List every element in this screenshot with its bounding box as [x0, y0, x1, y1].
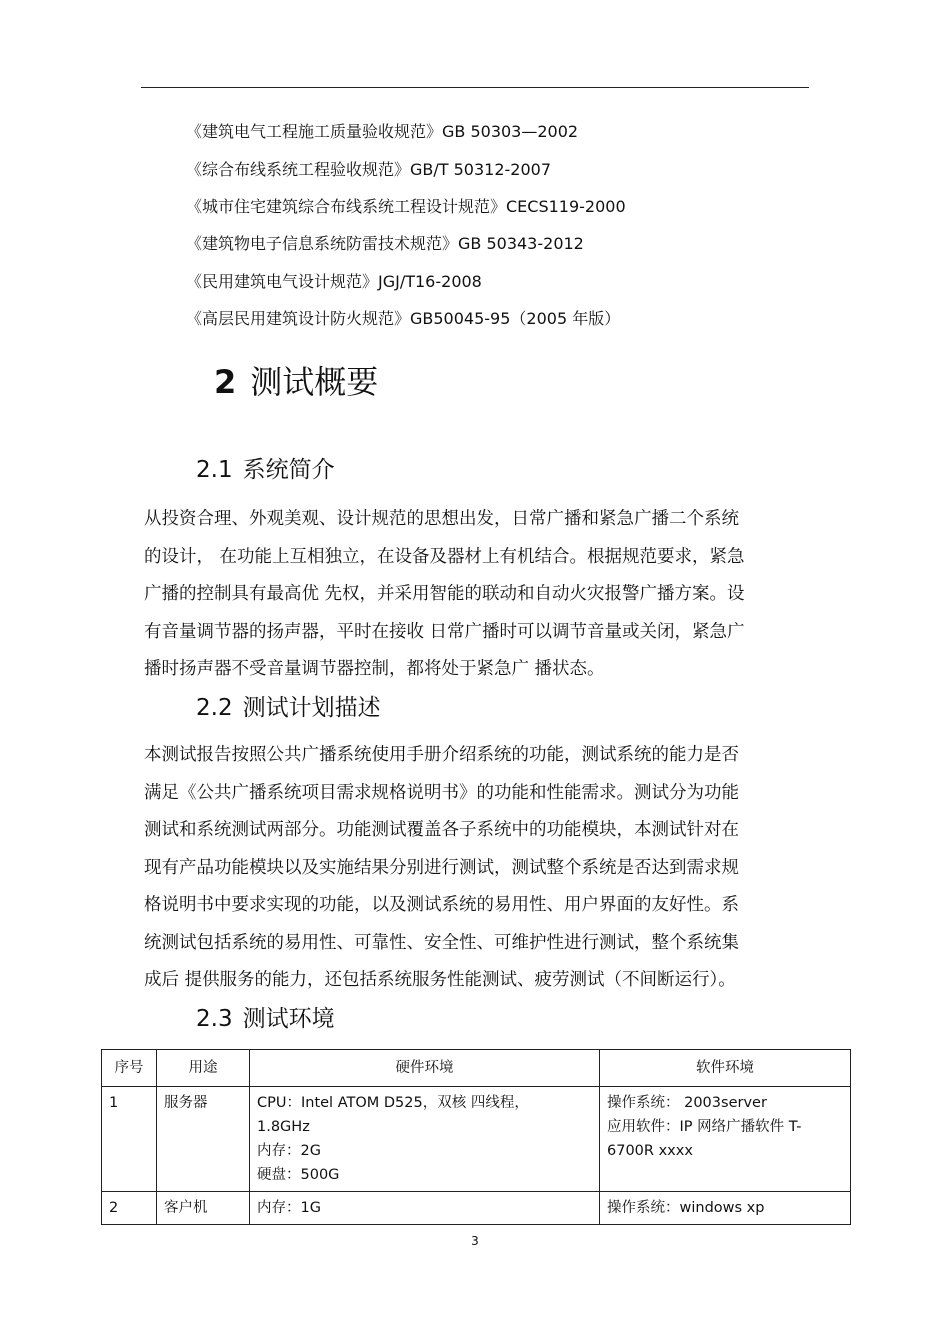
section-title: 测试概要 [250, 363, 379, 401]
paragraph-line: 统测试包括系统的易用性、可靠性、安全性、可维护性进行测试，整个系统集 [144, 932, 739, 953]
cell-line: CPU：Intel ATOM D525，双核 四线程， [257, 1095, 529, 1111]
section-number: 2.1 [196, 457, 233, 483]
page-number: 3 [471, 1234, 479, 1248]
test-environment-table [101, 1049, 851, 1225]
paragraph-line: 测试和系统测试两部分。功能测试覆盖各子系统中的功能模块，本测试针对在 [144, 820, 739, 840]
section-number: 2.2 [196, 695, 233, 721]
paragraph-line: 广播的控制具有最高优 先权，并采用智能的联动和自动火灾报警广播方案。设 [144, 584, 745, 604]
section-heading-2 [214, 360, 378, 404]
test-plan-paragraph [144, 737, 809, 1000]
section-title: 系统简介 [242, 457, 335, 483]
header-cell-use: 用途 [157, 1050, 250, 1087]
reference-item: 《建筑电气工程施工质量验收规范》GB 50303—2002 [186, 122, 579, 141]
paragraph-line: 的设计， 在功能上互相独立，在设备及器材上有机结合。根据规范要求，紧急 [144, 546, 745, 567]
paragraph-line: 现有产品功能模块以及实施结果分别进行测试，测试整个系统是否达到需求规 [144, 857, 739, 878]
reference-item: 《高层民用建筑设计防火规范》GB50045-95（2005 年版） [186, 309, 621, 328]
section-heading-2-3 [196, 1003, 335, 1035]
cell-no: 2 [102, 1192, 157, 1225]
cell-hardware [250, 1192, 600, 1225]
cell-line: 硬盘：500G [257, 1167, 340, 1183]
section-number: 2 [214, 363, 237, 401]
header-rule [141, 87, 809, 88]
reference-item: 《建筑物电子信息系统防雷技术规范》GB 50343-2012 [186, 234, 584, 253]
paragraph-line: 播时扬声器不受音量调节器控制，都将处于紧急广 播状态。 [144, 659, 605, 679]
cell-line: 内存：1G [257, 1200, 321, 1216]
reference-item: 《城市住宅建筑综合布线系统工程设计规范》CECS119-2000 [186, 197, 626, 216]
cell-line: 1.8GHz [257, 1119, 310, 1135]
section-title: 测试环境 [242, 1006, 335, 1032]
cell-line: 应用软件：IP 网络广播软件 T- [607, 1119, 802, 1135]
reference-item: 《民用建筑电气设计规范》JGJ/T16-2008 [186, 272, 482, 291]
paragraph-line: 从投资合理、外观美观、设计规范的思想出发，日常广播和紧急广播二个系统 [144, 509, 739, 529]
cell-software [600, 1192, 851, 1225]
cell-line: 6700R xxxx [607, 1143, 693, 1159]
header-cell-hardware: 硬件环境 [250, 1050, 600, 1087]
section-heading-2-1 [196, 454, 335, 486]
cell-line: 操作系统： 2003server [607, 1095, 767, 1111]
cell-software [600, 1087, 851, 1192]
system-intro-paragraph [144, 501, 809, 689]
header-cell-no: 序号 [102, 1050, 157, 1087]
table-header-row [102, 1050, 851, 1087]
section-title: 测试计划描述 [242, 695, 381, 721]
paragraph-line: 满足《公共广播系统项目需求规格说明书》的功能和性能需求。测试分为功能 [144, 782, 739, 803]
cell-no: 1 [102, 1087, 157, 1192]
cell-hardware [250, 1087, 600, 1192]
header-cell-software: 软件环境 [600, 1050, 851, 1087]
section-heading-2-2 [196, 692, 381, 724]
paragraph-line: 有音量调节器的扬声器，平时在接收 日常广播时可以调节音量或关闭，紧急广 [144, 621, 745, 642]
paragraph-line: 成后 提供服务的能力，还包括系统服务性能测试、疲劳测试（不间断运行）。 [144, 970, 736, 990]
reference-item: 《综合布线系统工程验收规范》GB/T 50312-2007 [186, 160, 552, 179]
cell-line: 操作系统：windows xp [607, 1200, 765, 1216]
section-number: 2.3 [196, 1006, 233, 1032]
cell-use: 客户机 [157, 1192, 250, 1225]
cell-line: 内存：2G [257, 1143, 321, 1159]
cell-use: 服务器 [157, 1087, 250, 1192]
table-row [102, 1087, 851, 1192]
paragraph-line: 本测试报告按照公共广播系统使用手册介绍系统的功能，测试系统的能力是否 [144, 745, 739, 765]
paragraph-line: 格说明书中要求实现的功能，以及测试系统的易用性、用户界面的友好性。系 [144, 895, 739, 915]
table-row [102, 1192, 851, 1225]
